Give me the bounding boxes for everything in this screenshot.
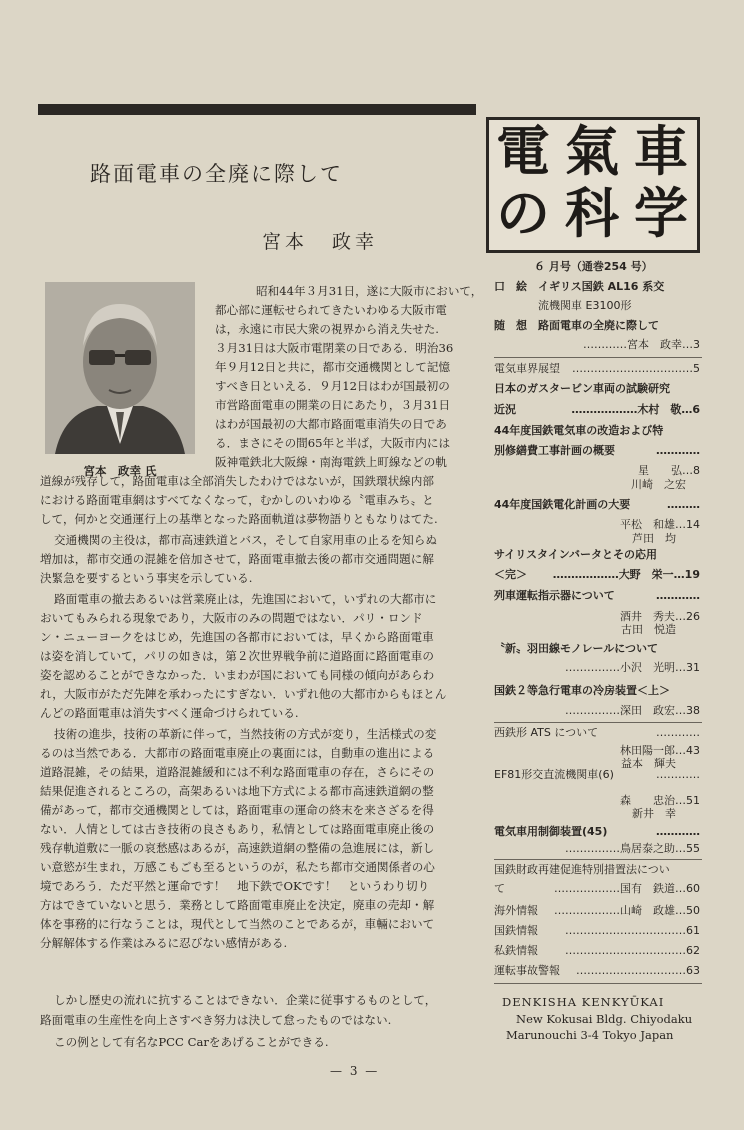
body-line: しかし歴史の流れに抗することはできない．企業に従事するものとして， xyxy=(54,993,437,1007)
toc-entry xyxy=(494,640,700,658)
body-line: 増加は，都市交通の混雑を倍加させて，路面電車撤去後の都市交通問題に解 xyxy=(40,552,434,566)
toc-page: ………… xyxy=(656,825,700,838)
toc-entry xyxy=(494,682,700,700)
toc-page: 森 忠治…51 xyxy=(620,794,700,807)
toc-title: 国鉄財政再建促進特別措置法につい xyxy=(494,863,670,876)
body-line: すべき日といえる．９月12日はわが国最初の xyxy=(215,379,450,393)
toc-entry xyxy=(494,546,700,564)
toc-page: ………… xyxy=(656,589,700,602)
body-line: 昭和44年３月31日，遂に大阪市において， xyxy=(256,284,483,298)
toc-title: 口 絵 イギリス国鉄 AL16 系交 xyxy=(494,280,665,293)
body-line: 結果促進されるところの，高架あるいは地下方式による都市高速鉄道網の整 xyxy=(40,784,434,798)
toc-title: 西鉄形 ATS について xyxy=(494,726,599,739)
toc-title: 国鉄情報 xyxy=(494,924,538,937)
body-line: 年９月12日と共に，都市交通機関として記憶 xyxy=(215,360,451,374)
body-line: 路面電車の生産性を向上さすべき努力は決して怠ったものではない. xyxy=(40,1013,392,1027)
toc-page: ………………木村 敬…6 xyxy=(571,403,700,416)
toc-page: 酒井 秀夫…26 xyxy=(620,610,700,623)
toc-page: 芦田 均 xyxy=(632,532,676,545)
journal-logo xyxy=(486,117,700,253)
toc-entry xyxy=(494,380,700,398)
toc-entry xyxy=(494,962,700,980)
issue-number: ６ 月号（通巻254 号） xyxy=(534,260,653,273)
toc-title: EF81形交直流機関車(6) xyxy=(494,768,614,781)
portrait-caption: 宮本 政幸 氏 xyxy=(83,464,157,478)
toc-entry xyxy=(494,823,700,841)
toc-page: ………………大野 栄一…19 xyxy=(552,568,700,581)
toc-title: 44年度国鉄電気車の改造および特 xyxy=(494,424,664,437)
body-line: る．まさにその間65年と半ば，大阪市内には xyxy=(215,436,451,450)
body-line: 姿を認めることができなかった．いまわが国においても同様の傾向があらわ xyxy=(40,668,435,682)
publisher-info xyxy=(502,994,692,1044)
toc-title: 運転事故警報 xyxy=(494,964,560,977)
toc-entry xyxy=(494,442,700,460)
toc-entry xyxy=(494,659,700,677)
article-title: 路面電車の全廃に際して xyxy=(90,162,343,186)
toc-page: ………………山崎 政雄…50 xyxy=(554,904,700,917)
toc-entry xyxy=(494,702,700,720)
page-number: — 3 — xyxy=(330,1064,380,1078)
toc-page: ……………深田 政宏…38 xyxy=(565,704,700,717)
logo-char: 氣 xyxy=(565,120,619,183)
body-line: 残存軌道敷に一脈の哀愁感はあるが，高速鉄道網の整備の急進展には，新し xyxy=(40,841,435,855)
body-line: はわが国最初の大都市路面電車消失の日であ xyxy=(215,417,447,431)
toc-divider xyxy=(494,859,702,860)
toc-entry xyxy=(494,297,700,315)
body-line: 決緊急を要するという事実を示している. xyxy=(40,571,253,585)
toc-title: 電気車界展望 xyxy=(494,362,560,375)
body-line: るのは当然である．大都市の路面電車廃止の裏面には，自動車の進出による xyxy=(40,746,435,760)
body-line: 方はできていないと思う．業務として路面電車廃止を決定，廃車の売却・解 xyxy=(40,898,435,912)
toc-entry xyxy=(494,336,700,354)
body-line: 技術の進歩，技術の革新に伴って，当然技術の方式が変り，生活様式の変 xyxy=(54,727,437,741)
toc-title: 近況 xyxy=(494,403,516,416)
toc-title: 流機関車 E3100形 xyxy=(494,299,632,312)
body-line: 都心部に運転せられてきたいわゆる大阪市電 xyxy=(215,303,447,317)
body-line: ない．人情としては古き技術の良さもあり，私情としては路面電車廃止後の xyxy=(40,822,435,836)
toc-entry xyxy=(494,942,700,960)
toc-page: 益本 輝夫 xyxy=(621,757,676,770)
body-line: は姿を消していて，パリの如きは，第２次世界戦争前に道路面に路面電車の xyxy=(40,649,434,663)
body-line: 備があって，都市交通機関としては，路面電車の運命の終末を来さざるを得 xyxy=(40,803,434,817)
toc-page: 林田陽一郎…43 xyxy=(620,744,700,757)
toc-title: 別修繕費工事計画の概要 xyxy=(494,444,615,457)
toc-title: 私鉄情報 xyxy=(494,944,538,957)
toc-page: 平松 和雄…14 xyxy=(620,518,700,531)
toc-page: ………… xyxy=(656,444,700,457)
toc-title: 電気車用制御装置(45) xyxy=(494,825,608,838)
toc-entry xyxy=(494,587,700,605)
body-line: における路面電車網はすべてなくなって，むかしのいわゆる〝電車みち〟と xyxy=(40,493,434,507)
body-line: れ，大阪市がただ先陣を承わったにすぎない．いずれ他の大都市からもほとん xyxy=(40,687,447,701)
toc-page: ………… xyxy=(656,768,700,781)
toc-entry xyxy=(494,621,700,639)
toc-title: ＜完＞ xyxy=(494,568,527,581)
body-line: んどの路面電車は消失すべく運命づけられている. xyxy=(40,706,299,720)
toc-page: 古田 悦造 xyxy=(621,623,676,636)
toc-entry xyxy=(494,902,700,920)
body-line: い意慾が生まれ，万感こもごも至るというのが，私たち都市交通関係者の心 xyxy=(40,860,435,874)
toc-entry xyxy=(494,880,700,898)
body-line: 境であろう．ただ平然と運命です！ 地下鉄でOKです！ というわり切り xyxy=(40,879,430,893)
body-line: 道路混雑，その結果，道路混雑緩和には不利な路面電車の存在，さらにその xyxy=(40,765,435,779)
toc-title: 44年度国鉄電化計画の大要 xyxy=(494,498,631,511)
body-line: して，何かと交通運行上の基準となった路面軌道は夢物語りともなりはてた. xyxy=(40,512,438,526)
toc-entry xyxy=(494,496,700,514)
logo-char: 電 xyxy=(496,120,550,183)
toc-page: ……………………………5 xyxy=(572,362,700,375)
toc-divider xyxy=(494,983,702,984)
publisher-address-1: New Kokusai Bldg. Chiyodaku xyxy=(516,1011,693,1026)
author-portrait xyxy=(45,282,195,454)
publisher-address-2: Marunouchi 3-4 Tokyo Japan xyxy=(506,1028,674,1042)
toc-page: 星 弘…8 xyxy=(638,464,700,477)
toc-page: 川崎 之宏 xyxy=(631,478,686,491)
toc-page: ……………鳥居泰之助…55 xyxy=(565,842,700,855)
toc-entry xyxy=(494,840,700,858)
toc-entry xyxy=(494,566,700,584)
toc-entry xyxy=(494,805,700,823)
toc-divider xyxy=(494,357,702,358)
top-rule xyxy=(38,104,476,115)
toc-page: ……………小沢 光明…31 xyxy=(565,661,700,674)
body-line: 道線が残存して，路面電車は全部消失したわけではないが，国鉄環状線内部 xyxy=(40,474,434,488)
toc-entry xyxy=(494,861,700,879)
toc-entry xyxy=(494,422,700,440)
toc-page: ……………………………62 xyxy=(565,944,700,957)
toc-title: 国鉄２等急行電車の冷房装置＜上＞ xyxy=(494,684,670,697)
toc-title: サイリスタインバータとその応用 xyxy=(494,548,658,561)
toc-title: 海外情報 xyxy=(494,904,538,917)
toc-title: 〝新〟羽田線モノレールについて xyxy=(494,642,659,655)
logo-char: 車 xyxy=(634,120,688,183)
toc-title: 日本のガスタービン車両の試験研究 xyxy=(494,382,670,395)
toc-title: 随 想 路面電車の全廃に際して xyxy=(494,319,659,332)
body-line: 体を事務的に行なうことは，現代として当然のことであるが，車輛において xyxy=(40,917,435,931)
toc-page: ………… xyxy=(656,726,700,739)
toc-entry xyxy=(494,317,700,335)
toc-page: 新井 幸 xyxy=(632,807,676,820)
toc-entry xyxy=(494,360,700,378)
toc-page: ……………………………61 xyxy=(565,924,700,937)
body-line: おいてもみられる現象であり，大阪市のみの問題ではない．パリ・ロンド xyxy=(40,611,423,625)
body-line: 阪神電鉄北大阪線・南海電鉄上町線などの軌 xyxy=(215,455,447,469)
toc-entry xyxy=(494,476,700,494)
logo-char: 科 xyxy=(565,182,619,245)
toc-title: 列車運転指示器について xyxy=(494,589,615,602)
toc-entry xyxy=(494,278,700,296)
toc-page: …………………………63 xyxy=(576,964,700,977)
toc-page: ………………国有 鉄道…60 xyxy=(554,882,700,895)
body-line: 市営路面電車の開業の日にあたり，３月31日 xyxy=(215,398,451,412)
toc-divider xyxy=(494,722,702,723)
publisher-name: DENKISHA KENKYŪKAI xyxy=(502,995,665,1009)
toc-entry xyxy=(494,401,700,419)
toc-entry xyxy=(494,766,700,784)
body-line: ン・ニューヨークをはじめ，先進国の各都市においては，早くから路面電車 xyxy=(40,630,434,644)
body-line: 分解解体する作業はみるに忍びない感情がある. xyxy=(40,936,288,950)
toc-entry xyxy=(494,922,700,940)
logo-char: 学 xyxy=(634,182,688,245)
toc-entry xyxy=(494,724,700,742)
logo-char: の xyxy=(496,182,550,245)
article-author: 宮本 政幸 xyxy=(262,231,379,253)
body-line: この例として有名なPCC Carをあげることができる. xyxy=(54,1035,329,1049)
body-line: 交通機関の主役は，都市高速鉄道とバス，そして自家用車の止るを知らぬ xyxy=(54,533,437,547)
toc-title: て xyxy=(494,882,505,895)
toc-page: …………宮本 政幸…3 xyxy=(583,338,700,351)
toc-page: ……… xyxy=(667,498,700,511)
portrait-image xyxy=(45,282,195,454)
body-line: ３月31日は大阪市電閉業の日である．明治36 xyxy=(215,341,454,355)
body-line: は，永遠に市民大衆の視界から消え失せた. xyxy=(215,322,439,336)
body-line: 路面電車の撤去あるいは営業廃止は，先進国において，いずれの大都市に xyxy=(54,592,437,606)
